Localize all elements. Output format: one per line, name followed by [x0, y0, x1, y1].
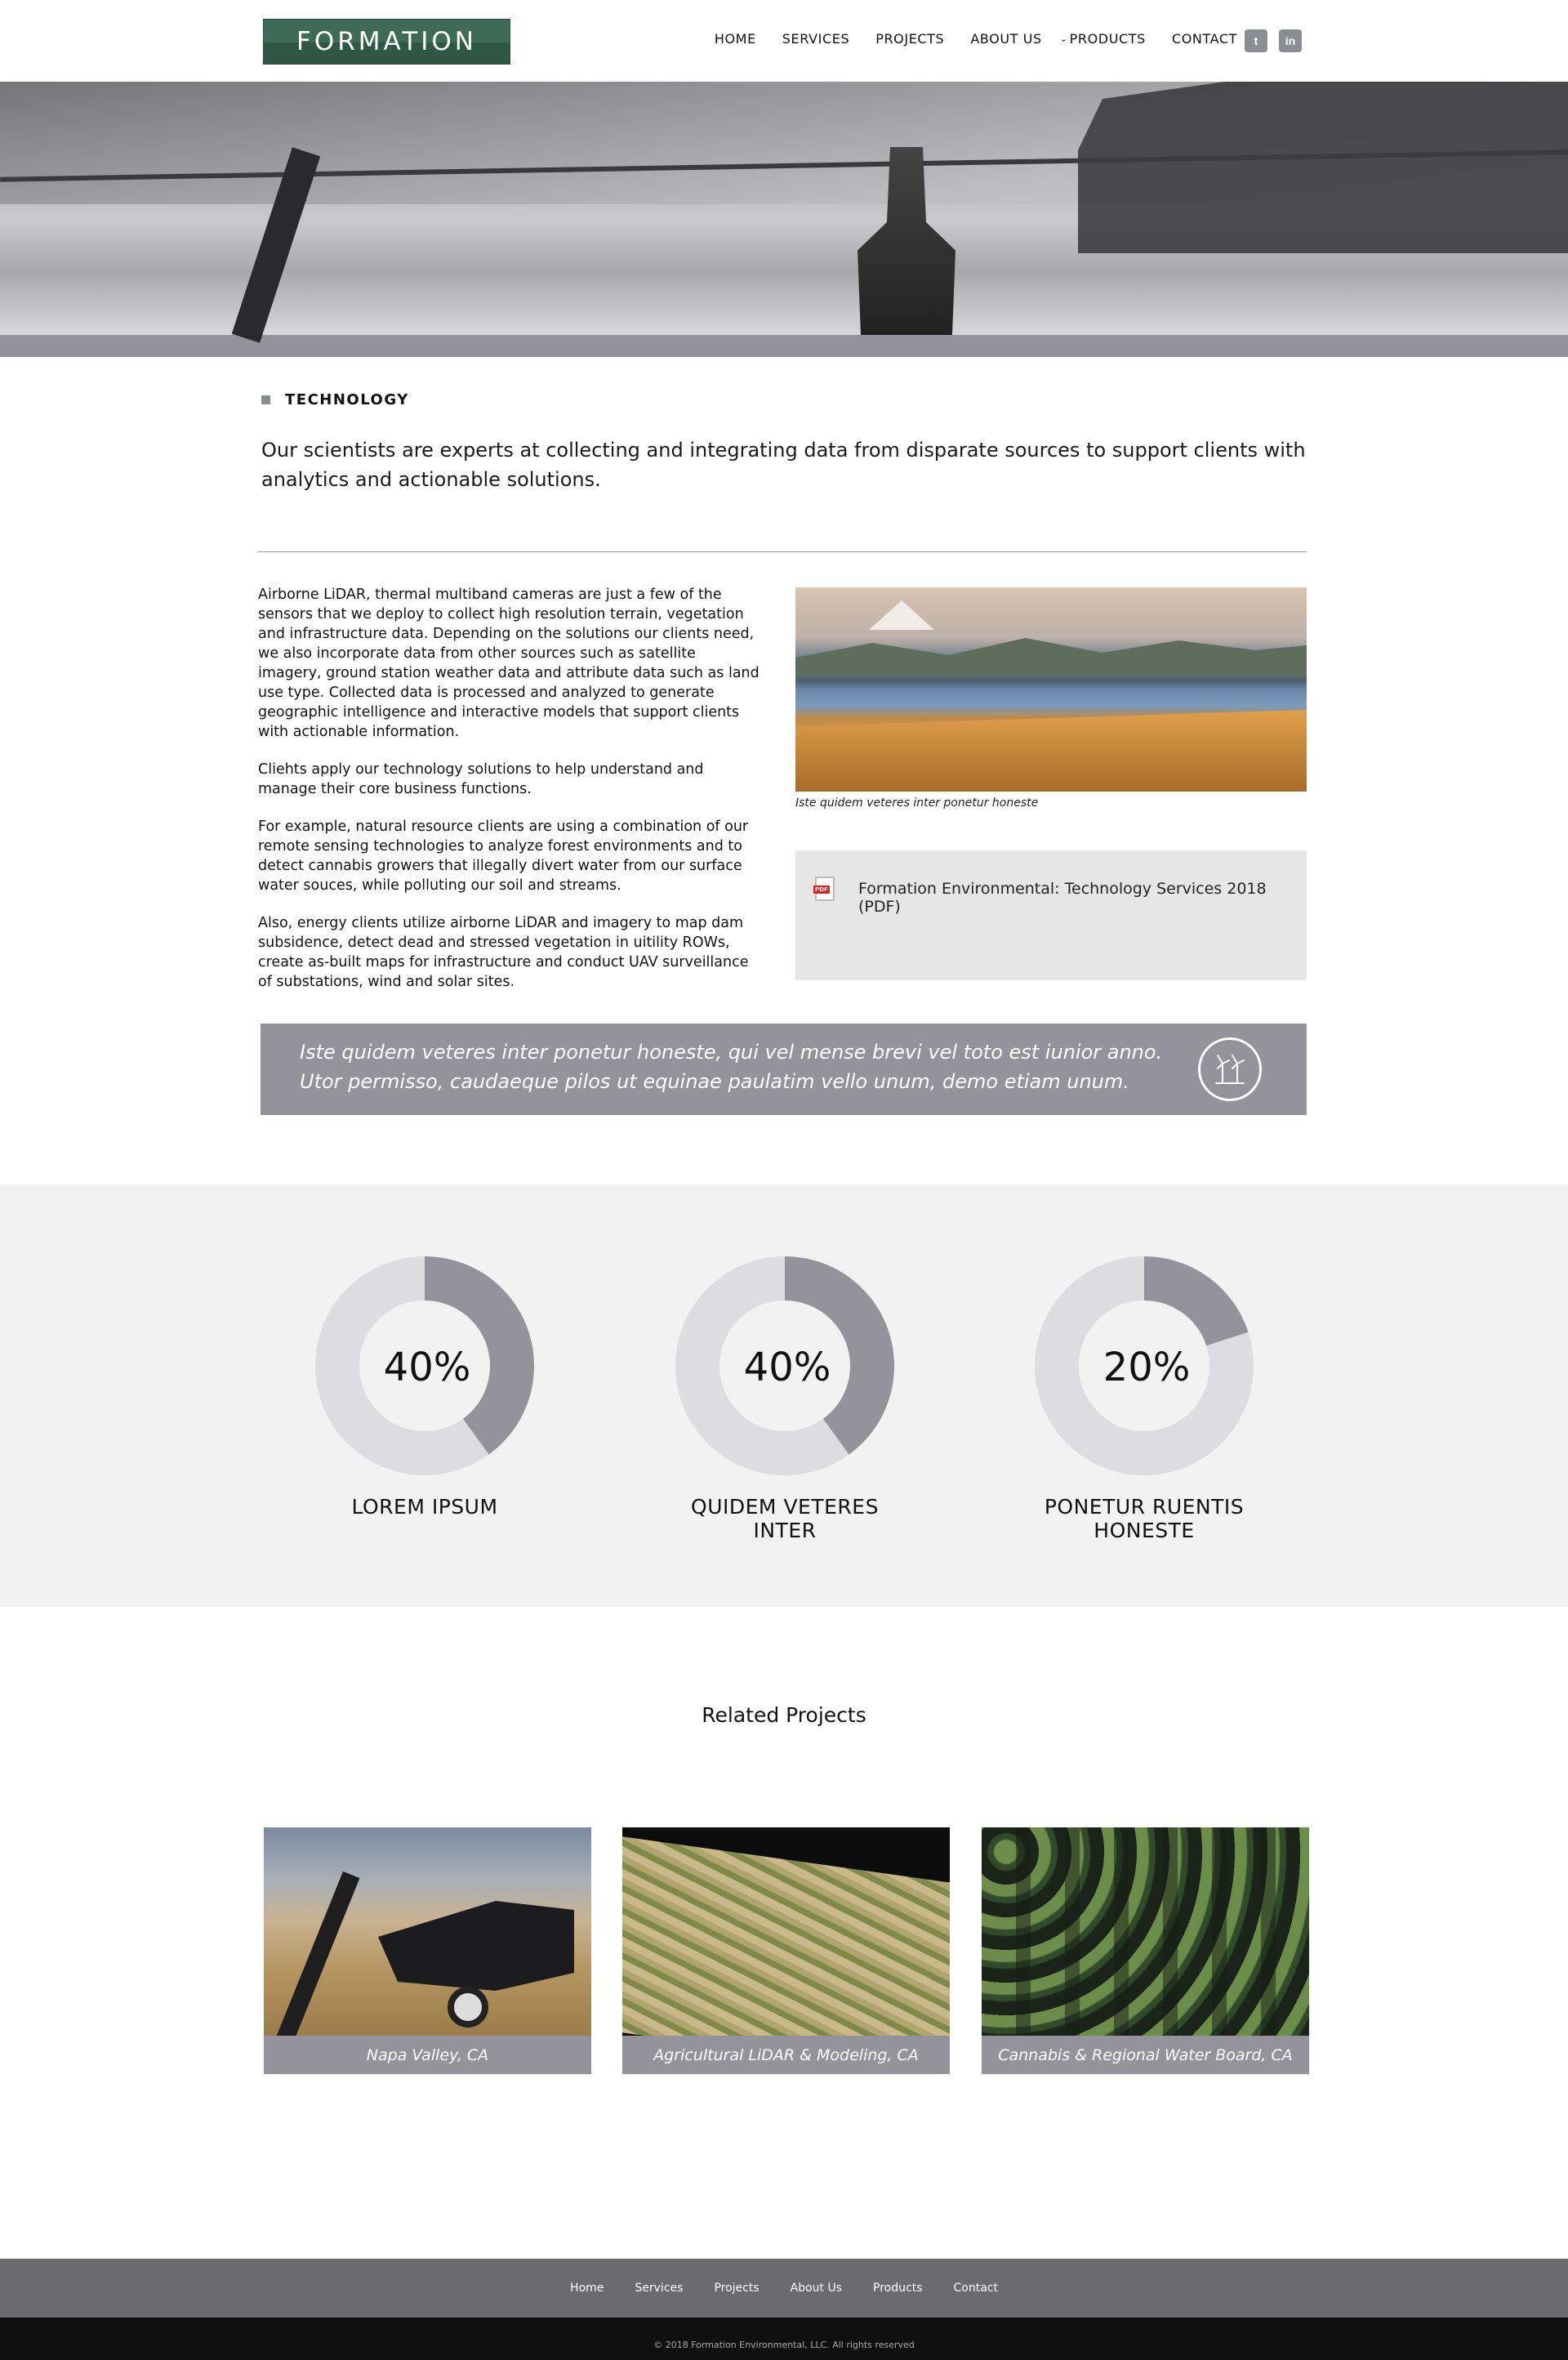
stat-label-line: HONESTE: [1094, 1519, 1195, 1542]
footer-link-products[interactable]: Products: [873, 2282, 923, 2295]
pdf-download-box: [795, 850, 1307, 980]
stat-label: [674, 1495, 896, 1542]
nav-products-label: PRODUCTS: [1069, 31, 1146, 47]
site-footer: [0, 2259, 1568, 2318]
square-bullet-icon: [261, 395, 270, 404]
body-text: [258, 585, 761, 1010]
section-heading: [261, 391, 409, 408]
body-paragraph: Airborne LiDAR, thermal multiband cameras are just a few of the sensors that we deploy to collect high resolution terrain, vegetation and infrastructure data. Depending on the solutions our clients need, we also incorporate data from other sources such as satellite imagery, ground station weather data and attribute data such as land use type. Collected data is processed and analyzed to generate geographic intelligence and interactive models that support clients with actionable information.: [258, 587, 760, 740]
nav-services[interactable]: SERVICES: [782, 31, 850, 47]
body-paragraph: Also, energy clients utilize airborne LiDAR and imagery to map dam subsidence, detect dead and stressed vegetation in uitility ROWs, create as-built maps for infrastructure and conduct UAV surveillance of substations, wind and solar sites.: [258, 915, 749, 990]
lead-paragraph: Our scientists are experts at collecting and integrating data from disparate sources to support clients with analytics and actionable solutions.: [261, 439, 1306, 491]
nav-contact[interactable]: CONTACT: [1171, 31, 1237, 47]
body-paragraph: Cliehts apply our technology solutions to help understand and manage their core business functions.: [258, 761, 704, 797]
photo-caption: Iste quidem veteres inter ponetur honeste: [795, 796, 1039, 810]
section-title: TECHNOLOGY: [285, 391, 409, 408]
body-paragraph: For example, natural resource clients are using a combination of our remote sensing technologies to analyze forest environments and to detect cannabis growers that illegally divert water from our surface water souces, while polluting our soil and streams.: [258, 819, 749, 894]
nav-products[interactable]: [1060, 31, 1146, 47]
footer-link-home[interactable]: Home: [570, 2282, 604, 2295]
logo-text: FORMATION: [296, 27, 477, 56]
hero-banner: [0, 82, 1568, 357]
footer-link-contact[interactable]: Contact: [953, 2282, 998, 2295]
donut-chart: [314, 1255, 536, 1477]
pdf-download-link[interactable]: Formation Environmental: Technology Services 2018 (PDF): [858, 880, 1267, 916]
dam-photo: [795, 587, 1307, 792]
project-image: [622, 1827, 950, 2036]
project-card[interactable]: [622, 1827, 950, 2074]
social-links: [1245, 29, 1302, 52]
project-label: Cannabis & Regional Water Board, CA: [982, 2036, 1309, 2074]
stat-label: [1033, 1495, 1255, 1542]
site-header: [0, 0, 1568, 82]
stat-item: [314, 1255, 536, 1519]
project-image: [982, 1827, 1309, 2036]
related-projects-title: Related Projects: [702, 1703, 866, 1727]
quote-text: [300, 1037, 1162, 1096]
footer-link-services[interactable]: Services: [635, 2282, 684, 2295]
stat-label: [314, 1495, 536, 1519]
stat-item: [1033, 1255, 1255, 1542]
nav-about-us[interactable]: ABOUT US: [970, 31, 1042, 47]
stat-value: 40%: [383, 1345, 471, 1390]
quote-banner: [261, 1024, 1307, 1115]
stat-label-line: INTER: [753, 1519, 817, 1542]
footer-link-projects[interactable]: Projects: [714, 2282, 760, 2295]
linkedin-icon[interactable]: in: [1279, 29, 1302, 52]
donut-chart: [674, 1255, 896, 1477]
stat-label-line: LOREM IPSUM: [351, 1495, 498, 1519]
nav-projects[interactable]: PROJECTS: [875, 31, 945, 47]
project-card[interactable]: [982, 1827, 1309, 2074]
quote-line: Iste quidem veteres inter ponetur honeste, qui vel mense brevi vel toto est iunior anno.: [300, 1041, 1163, 1064]
nav-home[interactable]: HOME: [714, 31, 756, 47]
stat-label-line: QUIDEM VETERES: [691, 1495, 879, 1519]
copyright: © 2018 Formation Environmental, LLC. All rights reserved: [0, 2318, 1568, 2360]
stats-section: [0, 1184, 1568, 1607]
project-label: Agricultural LiDAR & Modeling, CA: [622, 2036, 950, 2074]
stat-value: 20%: [1102, 1345, 1191, 1390]
project-card[interactable]: [264, 1827, 591, 2074]
footer-link-about-us[interactable]: About Us: [790, 2282, 843, 2295]
hero-image: [0, 82, 1568, 335]
stat-item: [674, 1255, 896, 1542]
project-image: [264, 1827, 591, 2036]
quote-line: Utor permisso, caudaeque pilos ut equinae paulatim vello unum, demo etiam unum.: [300, 1070, 1129, 1093]
twitter-icon[interactable]: t: [1245, 29, 1267, 52]
chevron-down-icon: ⌄: [1059, 33, 1068, 44]
site-logo[interactable]: [263, 19, 510, 65]
project-label: Napa Valley, CA: [264, 2036, 591, 2074]
stat-label-line: PONETUR RUENTIS: [1044, 1495, 1245, 1519]
pdf-file-icon: [815, 877, 835, 901]
donut-chart: [1033, 1255, 1255, 1477]
main-nav: [688, 31, 1237, 47]
wind-turbine-icon: [1198, 1037, 1262, 1101]
stat-value: 40%: [743, 1345, 831, 1390]
divider: [258, 551, 1307, 552]
